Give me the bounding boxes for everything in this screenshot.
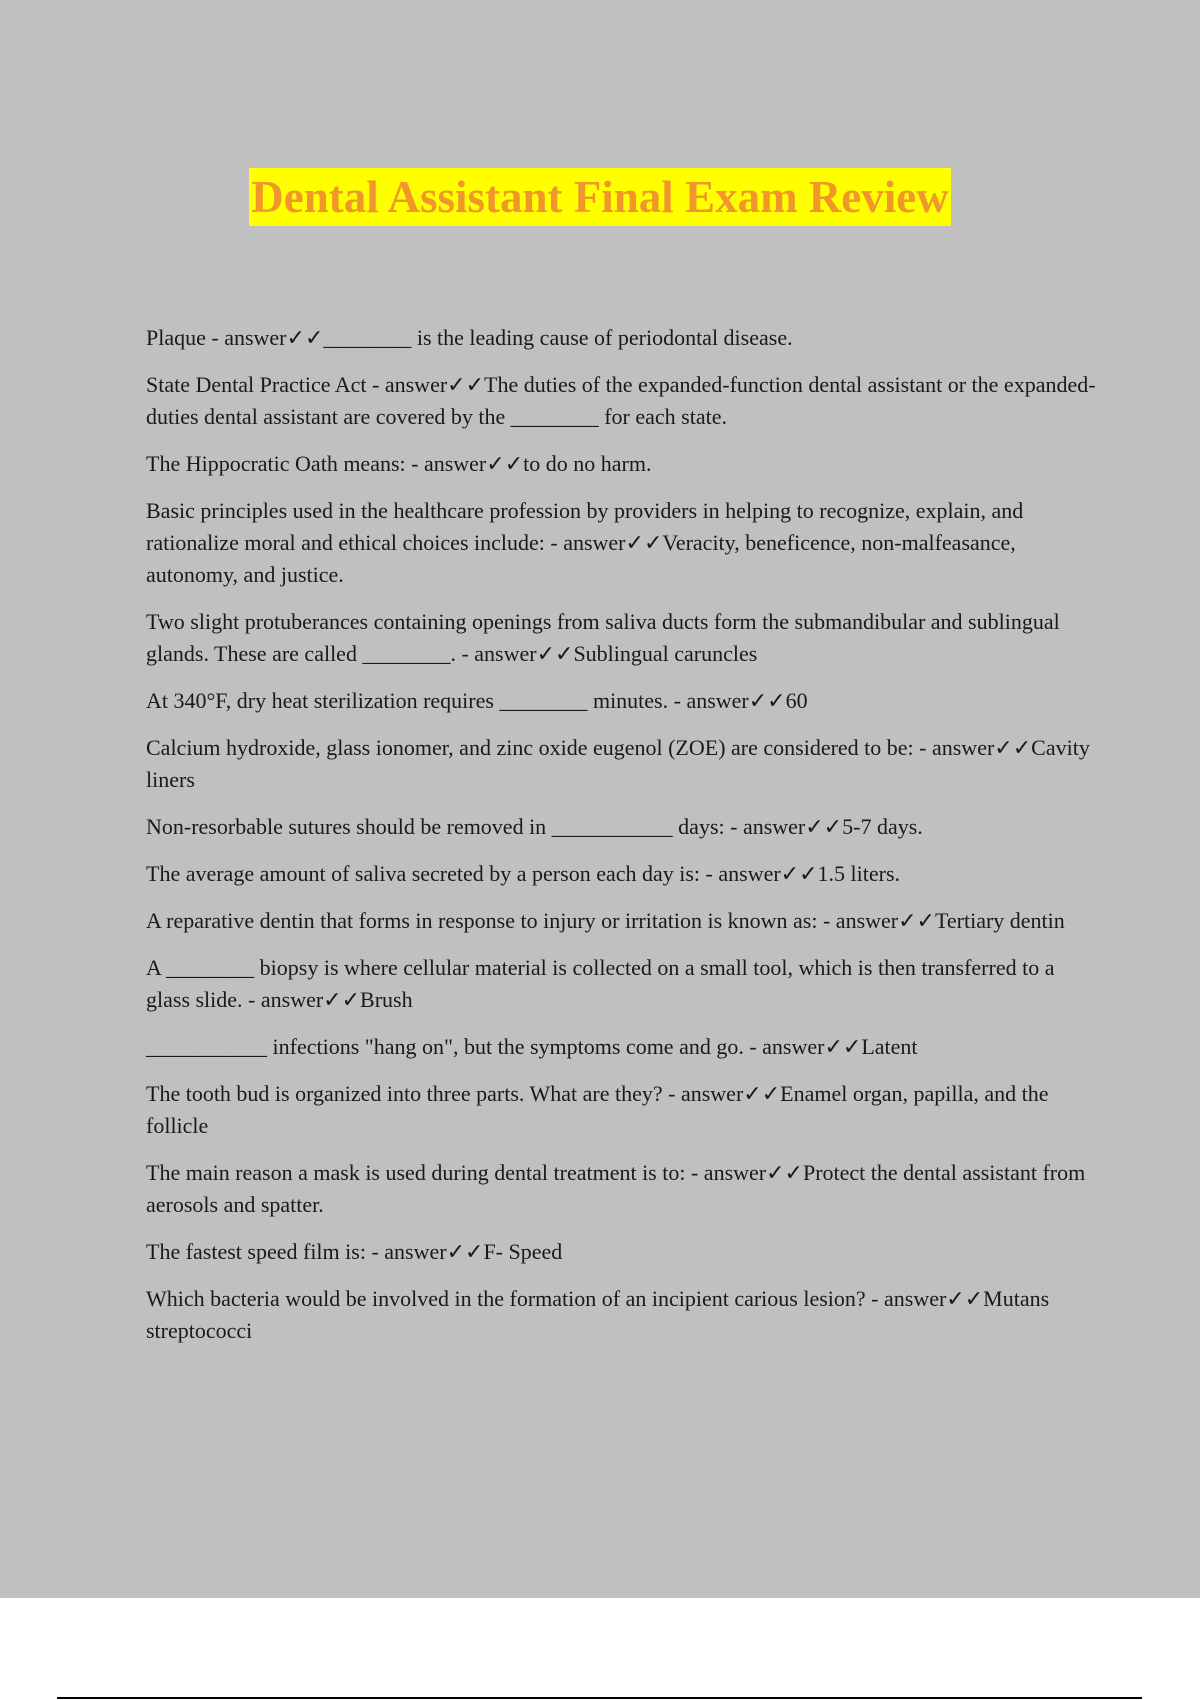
footer-divider [57, 1697, 1142, 1699]
qa-list [146, 322, 1096, 1362]
qa-item: A ________ biopsy is where cellular material is collected on a small tool, which is then transferred to a glass slide. - answer✓✓Brush [146, 955, 1055, 1012]
qa-item: A reparative dentin that forms in response to injury or irritation is known as: - answer✓✓Tertiary dentin [146, 908, 1065, 933]
qa-item: Basic principles used in the healthcare profession by providers in helping to recognize, explain, and rationalize moral and ethical choices include: - answer✓✓Veracity, beneficence, non-malfeasance, autonomy, and justice. [146, 498, 1024, 587]
qa-item: The fastest speed film is: - answer✓✓F- Speed [146, 1239, 563, 1264]
qa-item: State Dental Practice Act - answer✓✓The duties of the expanded-function dental assistant or the expanded-duties dental assistant are covered by the ________ for each state. [146, 372, 1096, 429]
qa-item: The tooth bud is organized into three parts. What are they? - answer✓✓Enamel organ, papilla, and the follicle [146, 1081, 1049, 1138]
qa-item: Calcium hydroxide, glass ionomer, and zinc oxide eugenol (ZOE) are considered to be: - answer✓✓Cavity liners [146, 735, 1090, 792]
qa-item: Non-resorbable sutures should be removed in ___________ days: - answer✓✓5-7 days. [146, 814, 923, 839]
qa-item: ___________ infections "hang on", but the symptoms come and go. - answer✓✓Latent [146, 1034, 918, 1059]
qa-item: The Hippocratic Oath means: - answer✓✓to do no harm. [146, 451, 652, 476]
qa-item: Two slight protuberances containing openings from saliva ducts form the submandibular and sublingual glands. These are called ________. - answer✓✓Sublingual caruncles [146, 609, 1060, 666]
document-title: Dental Assistant Final Exam Review [249, 168, 951, 226]
qa-item: Plaque - answer✓✓________ is the leading cause of periodontal disease. [146, 325, 793, 350]
qa-item: Which bacteria would be involved in the formation of an incipient carious lesion? - answer✓✓Mutans streptococci [146, 1286, 1050, 1343]
qa-item: The main reason a mask is used during dental treatment is to: - answer✓✓Protect the dental assistant from aerosols and spatter. [146, 1160, 1086, 1217]
qa-item: The average amount of saliva secreted by a person each day is: - answer✓✓1.5 liters. [146, 861, 901, 886]
title-container [0, 168, 1200, 226]
qa-item: At 340°F, dry heat sterilization requires ________ minutes. - answer✓✓60 [146, 688, 808, 713]
